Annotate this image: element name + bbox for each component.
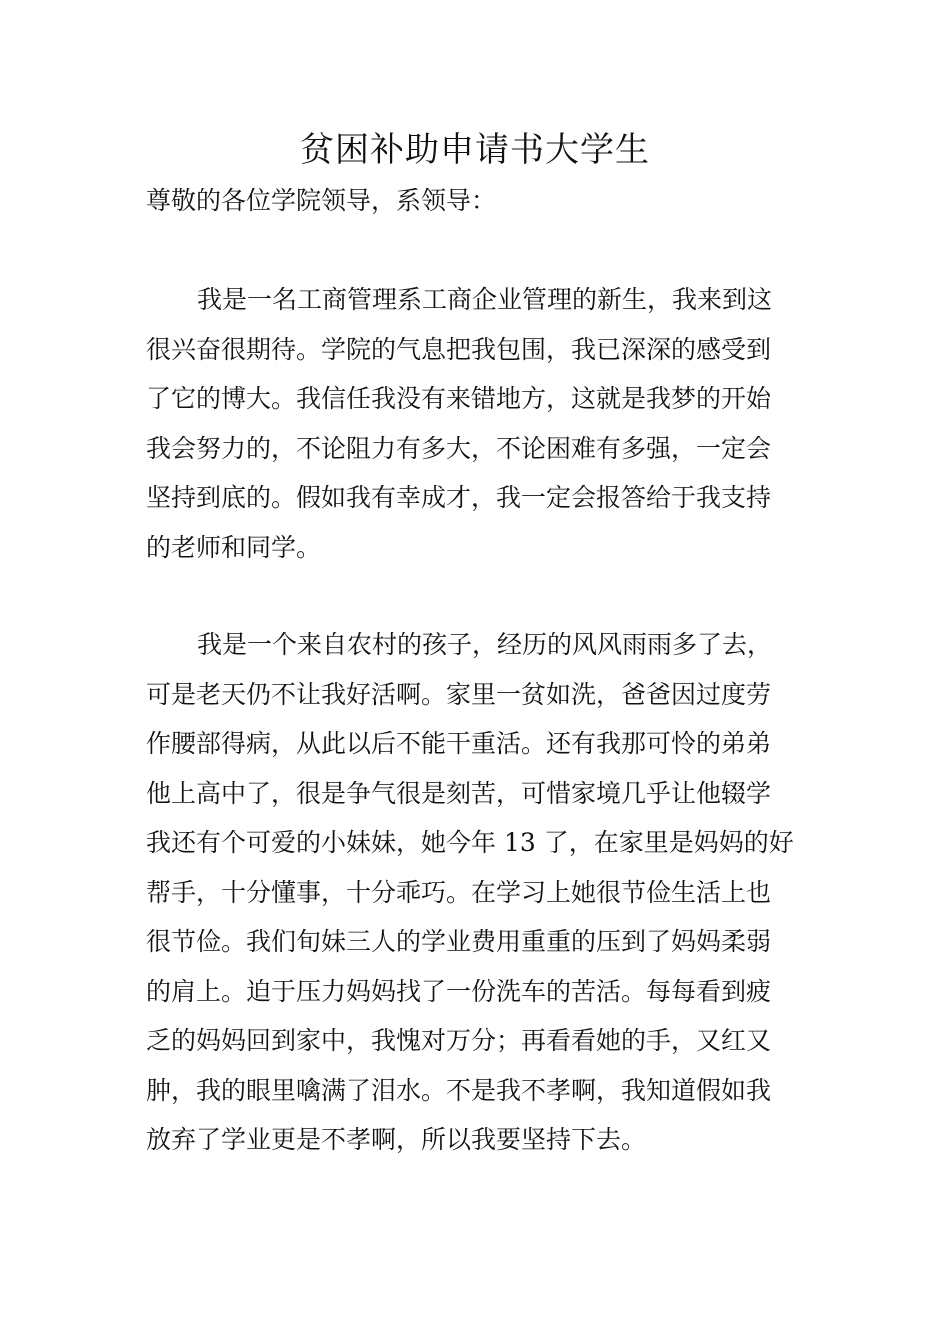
paragraph-line: 乏的妈妈回到家中，我愧对万分；再看看她的手，又红又 xyxy=(146,1026,772,1055)
paragraph-line: 很兴奋很期待。学院的气息把我包围，我已深深的感受到 xyxy=(146,334,772,364)
paragraph-line: 我会努力的，不论阻力有多大，不论困难有多强，一定会 xyxy=(146,433,772,463)
paragraph-line: 帮手，十分懂事，十分乖巧。在学习上她很节俭生活上也 xyxy=(146,877,772,907)
paragraph-2 xyxy=(146,628,816,1173)
document-title: 贫困补助申请书大学生 xyxy=(300,130,650,170)
paragraph-line: 我是一个来自农村的孩子，经历的风风雨雨多了去， xyxy=(197,630,773,659)
paragraph-line: 我还有个可爱的小妹妹，她今年 13 了，在家里是妈妈的好 xyxy=(146,828,794,857)
paragraph-line: 我是一名工商管理系工商企业管理的新生，我来到这 xyxy=(197,285,773,314)
paragraph-line: 可是老天仍不让我好活啊。家里一贫如洗，爸爸因过度劳 xyxy=(146,679,772,709)
paragraph-line: 他上高中了，很是争气很是刻苦，可惜家境几乎让他辍学 xyxy=(146,778,772,808)
paragraph-line: 肿，我的眼里噙满了泪水。不是我不孝啊，我知道假如我 xyxy=(146,1075,772,1105)
paragraph-line: 很节俭。我们旬妹三人的学业费用重重的压到了妈妈柔弱 xyxy=(146,927,772,956)
paragraph-line: 作腰部得病，从此以后不能干重活。还有我那可怜的弟弟 xyxy=(146,729,772,758)
paragraph-line: 坚持到底的。假如我有幸成才，我一定会报答给于我支持 xyxy=(146,483,772,512)
paragraph-line: 了它的博大。我信任我没有来错地方，这就是我梦的开始 xyxy=(146,384,772,413)
salutation: 尊敬的各位学院领导，系领导： xyxy=(146,186,497,215)
paragraph-line: 的肩上。迫于压力妈妈找了一份洗车的苦活。每每看到疲 xyxy=(146,976,772,1006)
paragraph-line: 的老师和同学。 xyxy=(146,532,322,562)
paragraph-line: 放弃了学业更是不孝啊，所以我要坚持下去。 xyxy=(146,1125,647,1154)
paragraph-1 xyxy=(146,283,816,580)
